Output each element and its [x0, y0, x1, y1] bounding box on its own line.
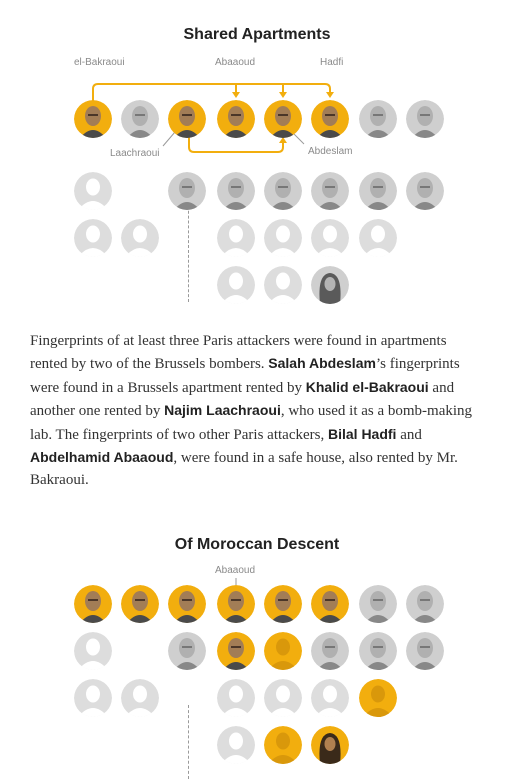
label-abaaoud: Abaaoud — [215, 57, 256, 68]
paragraph-text: , were found in a safe house, also rented by Mr. Bakraoui. — [30, 450, 458, 489]
paragraph-text: Fingerprints of at least three Paris attackers were found in apartments rented by two of the Brussels bombers. — [30, 333, 447, 373]
name-abdelhamid-abaaoud: Abdelhamid Abaaoud — [30, 449, 174, 466]
face-silhouette — [217, 679, 255, 717]
name-bilal-hadfi: Bilal Hadfi — [327, 425, 397, 442]
paragraph-text: ’s fingerprints were found in a Brussels apartment rented by — [30, 356, 460, 396]
paragraph-text: and — [396, 426, 422, 443]
face-silhouette — [311, 679, 349, 717]
face-highlight — [264, 585, 302, 623]
face-photo-gray — [311, 632, 349, 670]
paragraph-text: , who used it as a bomb-making lab. The fingerprints of two other Paris attackers, — [30, 403, 473, 443]
face-highlight — [311, 585, 349, 623]
face-silhouette — [217, 726, 255, 764]
section-title-shared-apartments: Shared Apartments — [183, 26, 331, 43]
name-salah-abdeslam: Salah Abdeslam — [268, 355, 376, 372]
divider-dashed-line-2 — [188, 705, 189, 779]
face-silhouette-highlight — [359, 679, 397, 717]
face-photo-gray — [406, 585, 444, 623]
face-photo-gray — [359, 632, 397, 670]
section-title-moroccan-descent: Of Moroccan Descent — [174, 536, 340, 553]
label-abdeslam: Abdeslam — [308, 146, 353, 157]
label-abaaoud-2: Abaaoud — [215, 565, 256, 576]
face-photo-gray — [406, 632, 444, 670]
name-najim-laachraoui: Najim Laachraoui — [164, 402, 281, 419]
name-khalid-el-bakraoui: Khalid el-Bakraoui — [305, 378, 429, 395]
face-silhouette — [121, 679, 159, 717]
label-hadfi: Hadfi — [320, 57, 344, 68]
face-highlight — [74, 585, 112, 623]
face-photo-gray — [168, 632, 206, 670]
face-silhouette — [74, 679, 112, 717]
face-highlight — [217, 632, 255, 670]
face-silhouette-highlight — [264, 726, 302, 764]
face-highlight — [121, 585, 159, 623]
face-highlight — [168, 585, 206, 623]
face-silhouette — [264, 679, 302, 717]
paragraph-text: and another one rented by — [30, 379, 455, 420]
face-silhouette-highlight — [264, 632, 302, 670]
face-highlight — [217, 585, 255, 623]
face-silhouette — [74, 632, 112, 670]
face-photo-gray — [359, 585, 397, 623]
face-veiled-highlight — [311, 726, 349, 764]
label-el-bakraoui: el-Bakraoui — [74, 57, 125, 68]
label-laachraoui: Laachraoui — [110, 148, 160, 159]
